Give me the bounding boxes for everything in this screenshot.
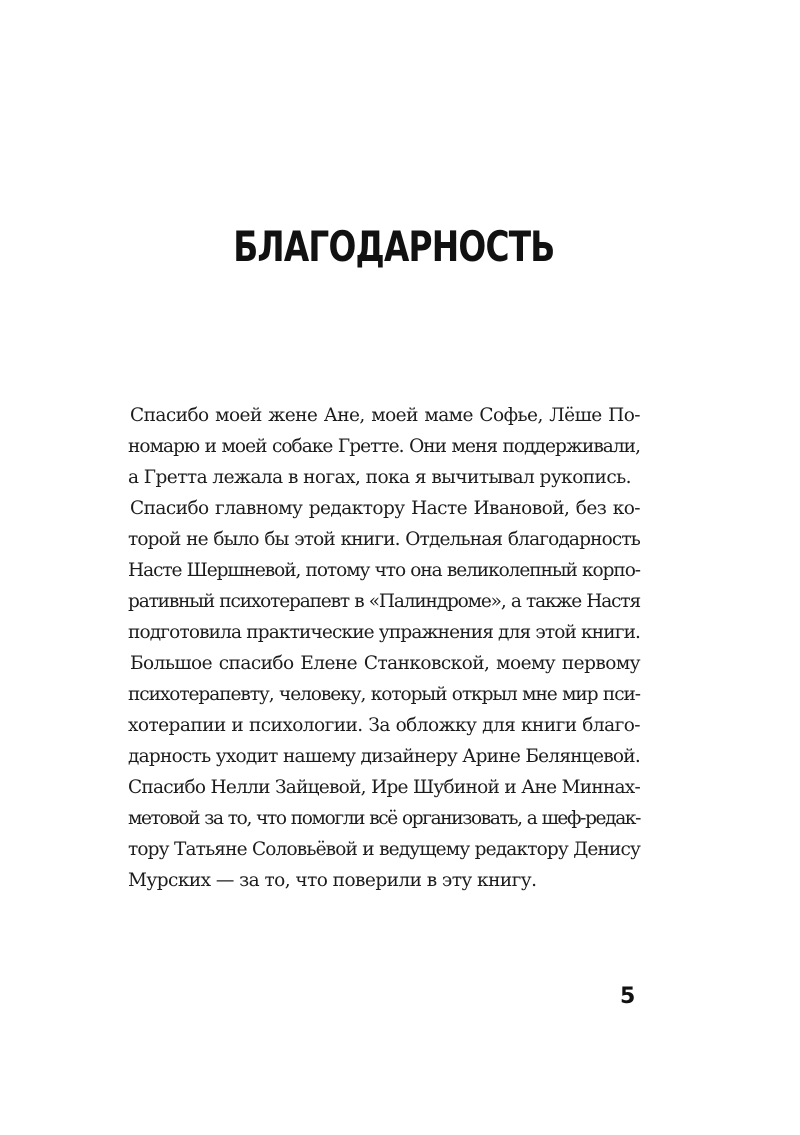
paragraph-2 [128,493,640,648]
text-line: а Гретта лежала в ногах, пока я вычитывал рукопись. [128,467,632,488]
paragraph-3 [128,648,640,896]
text-line: Большое спасибо Елене Станковской, моему первому [130,653,640,674]
text-line: хотерапии и психологии. За обложку для книги благо- [128,715,640,736]
text-line: номарю и моей собаке Гретте. Они меня поддерживали, [128,436,640,457]
page-title: БЛАГОДАРНОСТЬ [233,222,555,271]
text-line: дарность уходит нашему дизайнеру Арине Белянцевой. [128,746,640,767]
text-line: подготовила практические упражнения для этой книги. [128,622,641,643]
text-line: метовой за то, что помогли всё организовать, а шеф-редак- [128,808,640,829]
text-line: тору Татьяне Соловьёвой и ведущему редактору Денису [128,839,640,860]
paragraph-1 [128,400,640,493]
page-number: 5 [620,984,636,1009]
text-line: Спасибо моей жене Ане, моей маме Софье, Лёше По- [130,405,640,426]
text-line: ративный психотерапевт в «Палиндроме», а также Настя [128,591,640,612]
text-line: психотерапевту, человеку, который открыл мне мир пси- [128,684,640,705]
text-line: торой не было бы этой книги. Отдельная благодарность [128,529,640,550]
text-line: Насте Шершневой, потому что она великолепный корпо- [128,560,640,581]
text-line: Спасибо Нелли Зайцевой, Ире Шубиной и Ане Миннах- [128,777,640,798]
text-line: Мурских — за то, что поверили в эту книгу. [128,870,537,891]
acknowledgements-text [128,400,640,896]
text-line: Спасибо главному редактору Насте Ивановой, без ко- [130,498,640,519]
